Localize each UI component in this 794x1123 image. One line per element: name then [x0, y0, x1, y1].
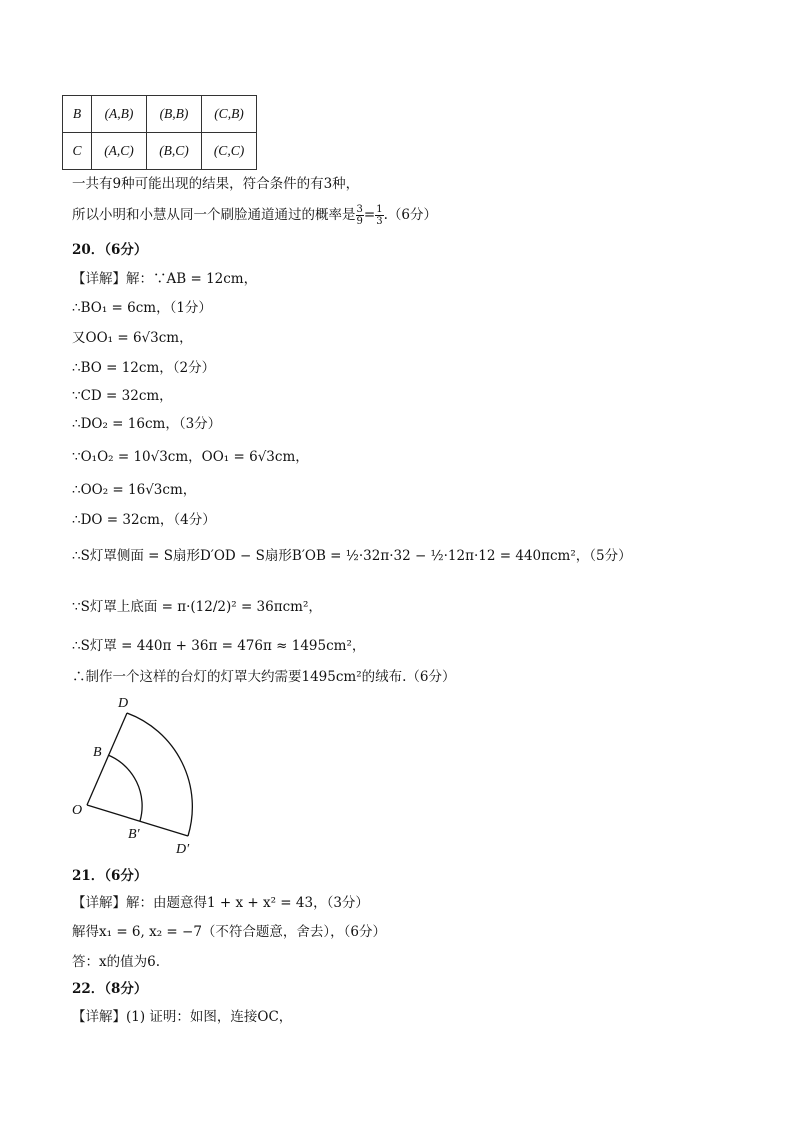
conclusion-line: ∴制作一个这样的台灯的灯罩大约需要1495cm²的绒布.（6分） [72, 669, 456, 685]
table-cell: (C,C) [202, 133, 257, 170]
solution-line: ∴BO₁ = 6cm，（1分） [72, 300, 212, 316]
solution-line: 又OO₁ = 6√3cm， [72, 330, 193, 346]
question-21-heading: 21．（6分） [72, 868, 148, 884]
answer-line: 答：x的值为6. [72, 954, 160, 970]
solution-line: 【详解】解：由题意得1 + x + x² = 43，（3分） [72, 895, 369, 911]
inner-arc [108, 755, 142, 821]
sector-figure [62, 690, 252, 860]
label-B: B [93, 745, 102, 760]
solution-line: ∴BO = 12cm，（2分） [72, 360, 216, 376]
solution-line: ∴OO₂ = 16√3cm， [72, 482, 197, 498]
solution-line: 【详解】解：∵AB = 12cm， [72, 271, 258, 287]
table-cell: (A,B) [92, 96, 147, 133]
solution-line: ∵CD = 32cm， [72, 388, 173, 404]
outer-arc [127, 713, 192, 836]
row-head: B [63, 96, 92, 133]
table-row [63, 96, 257, 133]
question-20-heading: 20．（6分） [72, 242, 148, 258]
lateral-area-line: ∴S灯罩侧面 = S扇形D′OD − S扇形B′OB = ½·32π·32 − ½·12π·12 = 440πcm²，（5分） [72, 548, 632, 564]
probability-table [62, 95, 257, 170]
solution-line: ∴DO₂ = 16cm，（3分） [72, 416, 222, 432]
solution-line: ∴DO = 32cm，（4分） [72, 512, 216, 528]
result-count-line: 一共有9种可能出现的结果，符合条件的有3种， [72, 176, 360, 192]
label-O: O [72, 803, 83, 818]
top-area-line: ∵S灯罩上底面 = π·(12/2)² = 36πcm²， [72, 599, 322, 615]
fraction-3-9: $\frac{3}{9}$ [356, 204, 363, 227]
probability-line: 所以小明和小慧从同一个刷脸通道通过的概率是 $\frac{3}{9}$ = $\frac{1}{3}$ .（6分） [72, 204, 437, 227]
solution-line: 【详解】(1) 证明：如图，连接OC， [72, 1009, 293, 1025]
table-row [63, 133, 257, 170]
solution-line: ∵O₁O₂ = 10√3cm，OO₁ = 6√3cm， [72, 449, 309, 465]
label-B-prime: B′ [128, 827, 140, 842]
table-cell: (B,B) [147, 96, 202, 133]
label-D: D [118, 696, 129, 711]
probability-text: 所以小明和小慧从同一个刷脸通道通过的概率是 [72, 207, 356, 223]
fraction-1-3: $\frac{1}{3}$ [376, 204, 383, 227]
question-22-heading: 22．（8分） [72, 981, 148, 997]
total-area-line: ∴S灯罩 = 440π + 36π = 476π ≈ 1495cm²， [72, 638, 366, 654]
table-cell: (C,B) [202, 96, 257, 133]
label-D-prime: D′ [176, 842, 190, 857]
row-head: C [63, 133, 92, 170]
table-cell: (B,C) [147, 133, 202, 170]
solution-line: 解得x₁ = 6, x₂ = −7（不符合题意，舍去），（6分） [72, 924, 386, 940]
table-cell: (A,C) [92, 133, 147, 170]
